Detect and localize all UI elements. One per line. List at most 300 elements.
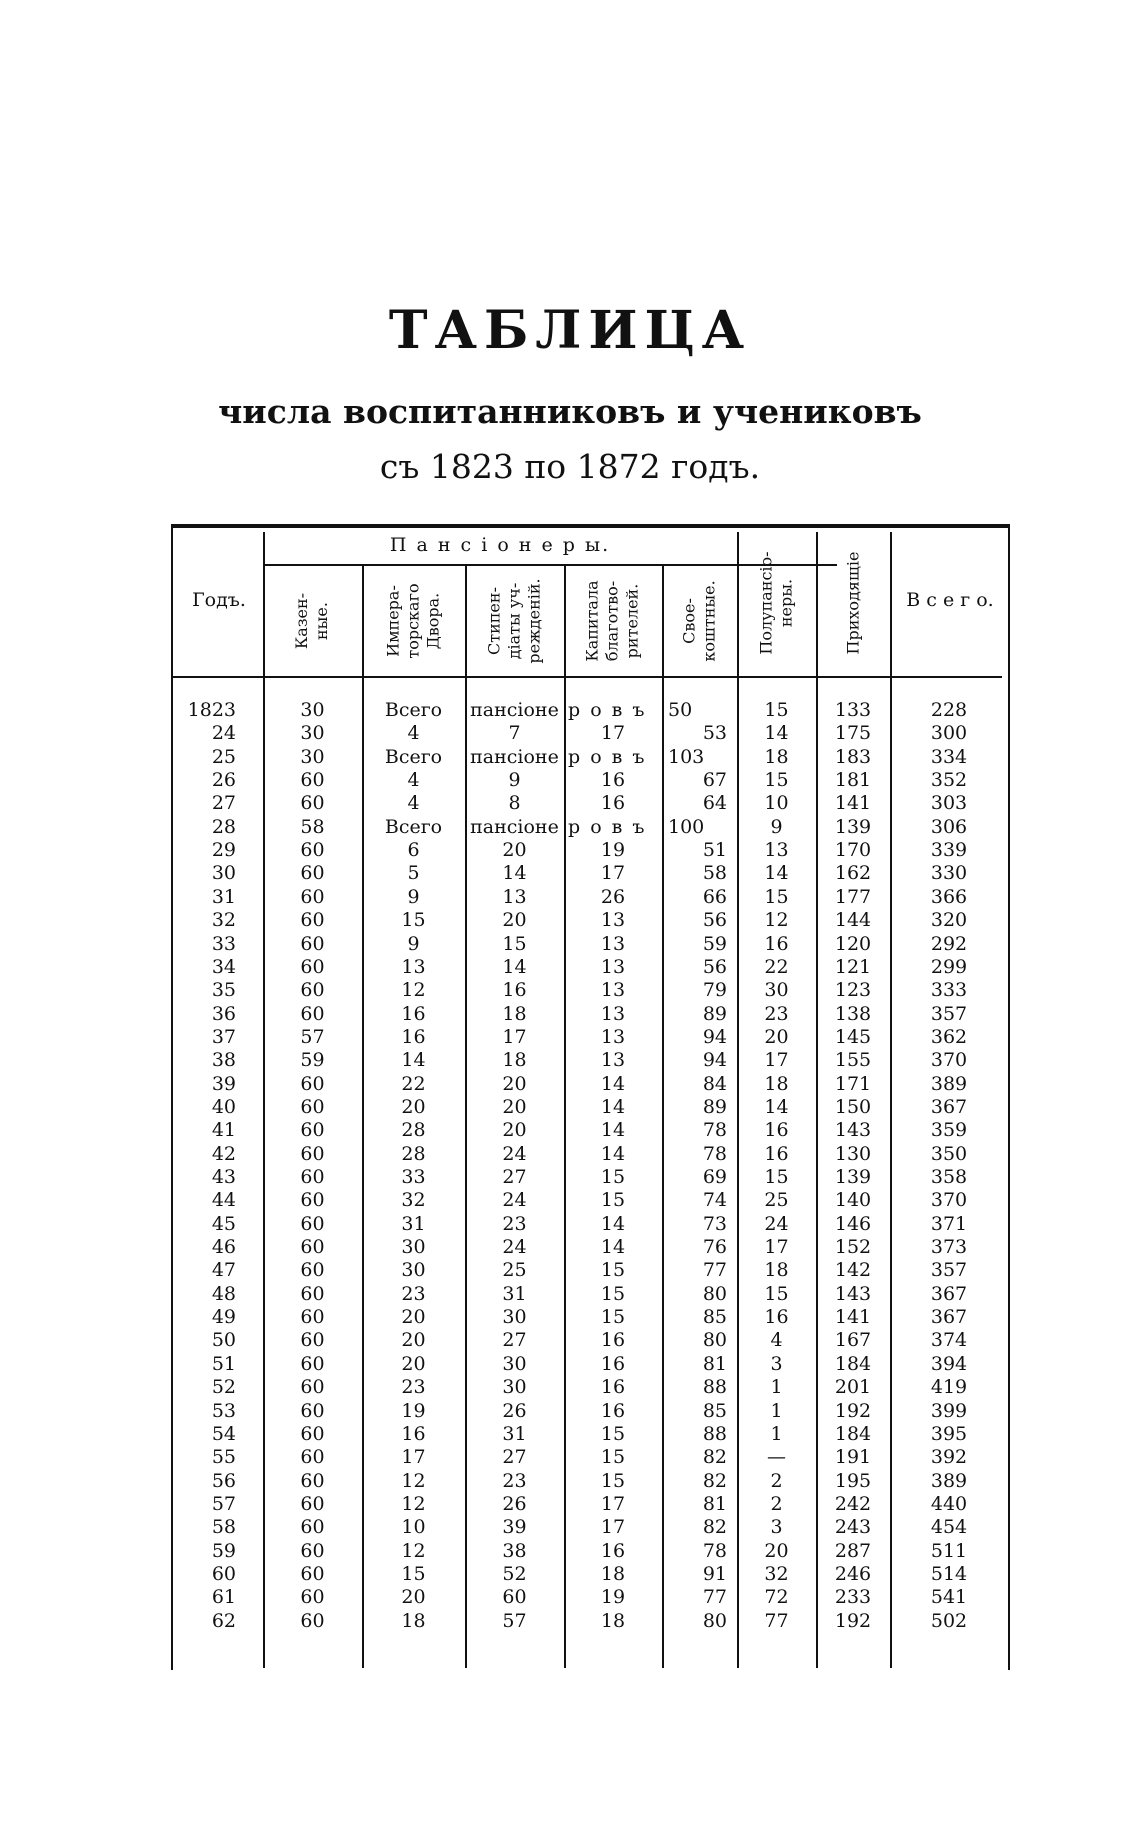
cell-polupansionery: 4	[770, 1329, 783, 1352]
cell-vsego: 367	[930, 1282, 968, 1305]
cell-year: 55	[211, 1446, 236, 1469]
cell-prikhodyashchie: 201	[834, 1376, 872, 1399]
cell-stipendiaty: 60	[502, 1586, 527, 1609]
cell-stipendiaty: 18	[502, 1049, 527, 1072]
cell-span-pansione: пансiоне	[470, 745, 559, 768]
cell-polupansionery: 16	[764, 1306, 789, 1329]
cell-imperatorskago: 16	[401, 1025, 426, 1048]
cell-span-rov: р о в ъ	[568, 745, 647, 768]
cell-prikhodyashchie: 121	[834, 955, 872, 978]
cell-prikhodyashchie: 123	[834, 979, 872, 1002]
cell-imperatorskago: 30	[401, 1259, 426, 1282]
cell-span-vsego: Всего	[384, 815, 443, 838]
cell-stipendiaty: 31	[502, 1422, 527, 1445]
cell-imperatorskago: 30	[401, 1236, 426, 1259]
cell-polupansionery: 16	[764, 1142, 789, 1165]
cell-imperatorskago: 20	[401, 1586, 426, 1609]
page-period: съ 1823 по 1872 годъ.	[379, 447, 761, 486]
cell-vsego: 352	[930, 769, 968, 792]
cell-year: 53	[211, 1399, 236, 1422]
cell-prikhodyashchie: 192	[834, 1399, 872, 1422]
cell-polupansionery: 1	[770, 1399, 783, 1422]
cell-stipendiaty: 30	[502, 1352, 527, 1375]
cell-kazennye: 60	[300, 1586, 325, 1609]
cell-prikhodyashchie: 143	[834, 1119, 872, 1142]
cell-kazennye: 60	[300, 1516, 325, 1539]
cell-kazennye: 60	[300, 1539, 325, 1562]
cell-svoekoshtnye: 69	[702, 1166, 727, 1188]
cell-svoekoshtnye: 50	[668, 699, 693, 721]
cell-svoekoshtnye: 89	[702, 1095, 727, 1118]
cell-prikhodyashchie: 195	[834, 1469, 872, 1492]
cell-year: 47	[211, 1259, 236, 1282]
cell-imperatorskago: 19	[401, 1399, 426, 1422]
cell-polupansionery: 14	[764, 722, 789, 745]
cell-span-vsego: Всего	[384, 745, 443, 768]
cell-kazennye: 60	[300, 1399, 325, 1422]
cell-stipendiaty: 18	[502, 1002, 527, 1025]
cell-span-vsego: Всего	[384, 699, 443, 721]
cell-kazennye: 60	[300, 1119, 325, 1142]
cell-year: 39	[211, 1072, 236, 1095]
cell-vsego: 367	[930, 1306, 968, 1329]
cell-kazennye: 60	[300, 839, 325, 862]
cell-polupansionery: 15	[764, 1282, 789, 1305]
cell-polupansionery: 15	[764, 699, 789, 721]
cell-year: 31	[211, 885, 236, 908]
header-prikhodyashchie: Приходящiе	[843, 551, 863, 655]
cell-prikhodyashchie: 183	[834, 745, 872, 768]
cell-stipendiaty: 23	[502, 1212, 527, 1235]
cell-year: 51	[211, 1352, 236, 1375]
cell-kapitala: 13	[600, 1002, 626, 1025]
cell-stipendiaty: 20	[502, 839, 527, 862]
cell-stipendiaty: 38	[502, 1539, 527, 1562]
cell-svoekoshtnye: 80	[702, 1609, 727, 1632]
cell-year: 57	[211, 1492, 236, 1515]
cell-polupansionery: 24	[764, 1212, 789, 1235]
cell-vsego: 374	[930, 1329, 968, 1352]
cell-vsego: 395	[930, 1422, 968, 1445]
cell-kapitala: 15	[600, 1189, 626, 1212]
cell-year: 35	[211, 979, 236, 1002]
cell-year: 46	[211, 1236, 236, 1259]
cell-svoekoshtnye: 82	[702, 1469, 727, 1492]
cell-kazennye: 60	[300, 1609, 325, 1632]
cell-vsego: 541	[930, 1586, 968, 1609]
cell-svoekoshtnye: 80	[702, 1329, 727, 1352]
cell-imperatorskago: 9	[407, 885, 420, 908]
cell-year: 61	[211, 1586, 236, 1609]
cell-year: 34	[211, 955, 236, 978]
cell-year: 28	[211, 815, 236, 838]
cell-year: 45	[211, 1212, 236, 1235]
cell-kazennye: 60	[300, 1212, 325, 1235]
cell-kapitala: 16	[600, 1539, 626, 1562]
cell-prikhodyashchie: 191	[834, 1446, 872, 1469]
cell-svoekoshtnye: 81	[702, 1492, 727, 1515]
cell-polupansionery: 2	[770, 1469, 783, 1492]
header-svoekoshtnye: Свое- коштные.	[679, 580, 719, 662]
students-table	[171, 524, 1010, 1670]
cell-kapitala: 14	[600, 1095, 626, 1118]
cell-svoekoshtnye: 64	[702, 792, 727, 815]
cell-kapitala: 13	[600, 979, 626, 1002]
cell-kazennye: 60	[300, 885, 325, 908]
cell-prikhodyashchie: 175	[834, 722, 872, 745]
cell-polupansionery: —	[767, 1446, 786, 1469]
cell-svoekoshtnye: 84	[702, 1072, 727, 1095]
cell-svoekoshtnye: 73	[702, 1212, 727, 1235]
cell-vsego: 334	[930, 745, 968, 768]
cell-kapitala: 13	[600, 955, 626, 978]
cell-svoekoshtnye: 85	[702, 1306, 727, 1329]
header-pensioners: П а н с i о н е р ы.	[389, 534, 611, 556]
cell-year: 50	[211, 1329, 236, 1352]
cell-svoekoshtnye: 67	[702, 769, 727, 792]
cell-year: 33	[211, 932, 236, 955]
cell-polupansionery: 15	[764, 1166, 789, 1188]
cell-year: 60	[211, 1562, 236, 1585]
cell-kapitala: 14	[600, 1119, 626, 1142]
cell-svoekoshtnye: 51	[702, 839, 727, 862]
cell-kapitala: 15	[600, 1446, 626, 1469]
cell-year: 30	[211, 862, 236, 885]
cell-year: 38	[211, 1049, 236, 1072]
cell-stipendiaty: 9	[508, 769, 521, 792]
cell-kazennye: 60	[300, 1352, 325, 1375]
cell-prikhodyashchie: 155	[834, 1049, 872, 1072]
cell-stipendiaty: 24	[502, 1142, 527, 1165]
cell-stipendiaty: 20	[502, 1119, 527, 1142]
cell-vsego: 366	[930, 885, 968, 908]
cell-year: 41	[211, 1119, 236, 1142]
cell-kazennye: 60	[300, 955, 325, 978]
cell-stipendiaty: 26	[502, 1492, 527, 1515]
cell-year: 56	[211, 1469, 236, 1492]
cell-polupansionery: 1	[770, 1376, 783, 1399]
cell-span-rov: р о в ъ	[568, 699, 647, 721]
cell-prikhodyashchie: 177	[834, 885, 872, 908]
cell-kapitala: 15	[600, 1306, 626, 1329]
cell-vsego: 370	[930, 1189, 968, 1212]
cell-vsego: 299	[930, 955, 968, 978]
cell-prikhodyashchie: 145	[834, 1025, 872, 1048]
cell-kapitala: 13	[600, 1049, 626, 1072]
header-stipendiaty: Стипен- дiаты уч- режденiй.	[484, 578, 544, 664]
cell-polupansionery: 15	[764, 885, 789, 908]
header-bottom-rule	[171, 676, 1002, 678]
cell-imperatorskago: 6	[407, 839, 420, 862]
cell-kazennye: 60	[300, 1189, 325, 1212]
cell-kazennye: 60	[300, 932, 325, 955]
cell-imperatorskago: 12	[401, 1539, 426, 1562]
cell-prikhodyashchie: 139	[834, 815, 872, 838]
cell-polupansionery: 77	[764, 1609, 789, 1632]
cell-polupansionery: 3	[770, 1516, 783, 1539]
cell-vsego: 419	[930, 1376, 968, 1399]
cell-kazennye: 60	[300, 1446, 325, 1469]
cell-prikhodyashchie: 162	[834, 862, 872, 885]
cell-prikhodyashchie: 184	[834, 1422, 872, 1445]
cell-stipendiaty: 20	[502, 909, 527, 932]
cell-prikhodyashchie: 120	[834, 932, 872, 955]
cell-polupansionery: 12	[764, 909, 789, 932]
cell-year: 43	[211, 1166, 236, 1188]
cell-year: 52	[211, 1376, 236, 1399]
cell-imperatorskago: 13	[401, 955, 426, 978]
cell-prikhodyashchie: 233	[834, 1586, 872, 1609]
cell-year: 37	[211, 1025, 236, 1048]
cell-svoekoshtnye: 76	[702, 1236, 727, 1259]
cell-imperatorskago: 18	[401, 1609, 426, 1632]
cell-polupansionery: 14	[764, 1095, 789, 1118]
cell-stipendiaty: 20	[502, 1072, 527, 1095]
cell-svoekoshtnye: 94	[702, 1049, 727, 1072]
cell-imperatorskago: 5	[407, 862, 420, 885]
cell-prikhodyashchie: 243	[834, 1516, 872, 1539]
cell-year: 42	[211, 1142, 236, 1165]
cell-stipendiaty: 57	[502, 1609, 527, 1632]
cell-kapitala: 19	[600, 839, 626, 862]
cell-kapitala: 26	[600, 885, 626, 908]
cell-imperatorskago: 28	[401, 1119, 426, 1142]
cell-svoekoshtnye: 103	[668, 745, 705, 768]
header-kapitala: Капитала благотво- рителей.	[583, 580, 642, 662]
cell-svoekoshtnye: 77	[702, 1259, 727, 1282]
cell-imperatorskago: 20	[401, 1095, 426, 1118]
cell-imperatorskago: 16	[401, 1422, 426, 1445]
cell-year: 62	[211, 1609, 236, 1632]
cell-kazennye: 60	[300, 1095, 325, 1118]
cell-vsego: 371	[930, 1212, 968, 1235]
cell-svoekoshtnye: 59	[702, 932, 727, 955]
cell-prikhodyashchie: 170	[834, 839, 872, 862]
cell-vsego: 362	[930, 1025, 968, 1048]
cell-svoekoshtnye: 85	[702, 1399, 727, 1422]
cell-polupansionery: 25	[764, 1189, 789, 1212]
cell-kapitala: 17	[600, 722, 626, 745]
cell-kapitala: 13	[600, 932, 626, 955]
cell-span-pansione: пансiоне	[470, 699, 559, 721]
cell-kapitala: 16	[600, 1376, 626, 1399]
cell-kapitala: 17	[600, 1492, 626, 1515]
cell-svoekoshtnye: 89	[702, 1002, 727, 1025]
cell-polupansionery: 9	[770, 815, 783, 838]
cell-kazennye: 30	[300, 722, 325, 745]
cell-kazennye: 60	[300, 1166, 325, 1188]
cell-prikhodyashchie: 133	[834, 699, 872, 721]
cell-svoekoshtnye: 78	[702, 1539, 727, 1562]
cell-kazennye: 60	[300, 909, 325, 932]
cell-vsego: 358	[930, 1166, 968, 1188]
cell-kazennye: 60	[300, 1002, 325, 1025]
cell-year: 24	[211, 722, 236, 745]
cell-stipendiaty: 31	[502, 1282, 527, 1305]
cell-kapitala: 18	[600, 1562, 626, 1585]
cell-vsego: 389	[930, 1072, 968, 1095]
cell-imperatorskago: 12	[401, 1469, 426, 1492]
cell-prikhodyashchie: 139	[834, 1166, 872, 1188]
cell-svoekoshtnye: 100	[668, 815, 705, 838]
cell-kazennye: 60	[300, 979, 325, 1002]
cell-polupansionery: 1	[770, 1422, 783, 1445]
cell-svoekoshtnye: 53	[702, 722, 727, 745]
cell-prikhodyashchie: 192	[834, 1609, 872, 1632]
cell-prikhodyashchie: 141	[834, 792, 872, 815]
cell-kazennye: 60	[300, 1492, 325, 1515]
cell-imperatorskago: 12	[401, 979, 426, 1002]
cell-polupansionery: 32	[764, 1562, 789, 1585]
cell-imperatorskago: 16	[401, 1002, 426, 1025]
cell-prikhodyashchie: 246	[834, 1562, 872, 1585]
cell-year: 26	[211, 769, 236, 792]
cell-kapitala: 16	[600, 1352, 626, 1375]
cell-prikhodyashchie: 171	[834, 1072, 872, 1095]
cell-vsego: 300	[930, 722, 968, 745]
cell-stipendiaty: 27	[502, 1166, 527, 1188]
cell-vsego: 303	[930, 792, 968, 815]
cell-polupansionery: 17	[764, 1049, 789, 1072]
cell-vsego: 373	[930, 1236, 968, 1259]
cell-prikhodyashchie: 144	[834, 909, 872, 932]
table-right-rule	[1008, 524, 1010, 1670]
cell-kazennye: 59	[300, 1049, 325, 1072]
cell-year: 32	[211, 909, 236, 932]
cell-kazennye: 60	[300, 1469, 325, 1492]
cell-kazennye: 30	[300, 745, 325, 768]
cell-prikhodyashchie: 143	[834, 1282, 872, 1305]
cell-imperatorskago: 23	[401, 1282, 426, 1305]
cell-prikhodyashchie: 146	[834, 1212, 872, 1235]
cell-prikhodyashchie: 150	[834, 1095, 872, 1118]
cell-vsego: 394	[930, 1352, 968, 1375]
cell-vsego: 392	[930, 1446, 968, 1469]
cell-stipendiaty: 26	[502, 1399, 527, 1422]
header-kazennye: Казен- ные.	[292, 592, 332, 650]
header-year: Годъ.	[192, 589, 246, 611]
cell-stipendiaty: 17	[502, 1025, 527, 1048]
cell-kazennye: 60	[300, 1282, 325, 1305]
cell-kazennye: 60	[300, 769, 325, 792]
cell-stipendiaty: 27	[502, 1446, 527, 1469]
cell-prikhodyashchie: 167	[834, 1329, 872, 1352]
cell-prikhodyashchie: 142	[834, 1259, 872, 1282]
cell-svoekoshtnye: 94	[702, 1025, 727, 1048]
cell-polupansionery: 16	[764, 1119, 789, 1142]
cell-prikhodyashchie: 130	[834, 1142, 872, 1165]
cell-vsego: 359	[930, 1119, 968, 1142]
cell-stipendiaty: 52	[502, 1562, 527, 1585]
table-top-rule	[171, 524, 1010, 528]
cell-vsego: 502	[930, 1609, 968, 1632]
page-title: ТАБЛИЦА	[388, 300, 752, 361]
cell-imperatorskago: 23	[401, 1376, 426, 1399]
cell-svoekoshtnye: 78	[702, 1142, 727, 1165]
cell-polupansionery: 18	[764, 745, 789, 768]
cell-vsego: 306	[930, 815, 968, 838]
cell-kapitala: 15	[600, 1422, 626, 1445]
cell-vsego: 370	[930, 1049, 968, 1072]
cell-imperatorskago: 20	[401, 1329, 426, 1352]
cell-kapitala: 14	[600, 1212, 626, 1235]
cell-imperatorskago: 31	[401, 1212, 426, 1235]
cell-prikhodyashchie: 138	[834, 1002, 872, 1025]
cell-kazennye: 60	[300, 1259, 325, 1282]
page-subtitle: числа воспитанниковъ и учениковъ	[218, 392, 922, 431]
cell-year: 58	[211, 1516, 236, 1539]
cell-kazennye: 30	[300, 699, 325, 721]
cell-stipendiaty: 30	[502, 1306, 527, 1329]
cell-svoekoshtnye: 66	[702, 885, 727, 908]
cell-year: 36	[211, 1002, 236, 1025]
cell-vsego: 292	[930, 932, 968, 955]
cell-imperatorskago: 20	[401, 1352, 426, 1375]
cell-imperatorskago: 20	[401, 1306, 426, 1329]
cell-imperatorskago: 15	[401, 1562, 426, 1585]
cell-kazennye: 60	[300, 792, 325, 815]
cell-imperatorskago: 28	[401, 1142, 426, 1165]
cell-kapitala: 18	[600, 1609, 626, 1632]
cell-imperatorskago: 33	[401, 1166, 426, 1188]
cell-svoekoshtnye: 56	[702, 909, 727, 932]
cell-vsego: 330	[930, 862, 968, 885]
cell-prikhodyashchie: 141	[834, 1306, 872, 1329]
cell-imperatorskago: 12	[401, 1492, 426, 1515]
cell-vsego: 367	[930, 1095, 968, 1118]
cell-polupansionery: 15	[764, 769, 789, 792]
cell-kazennye: 60	[300, 1376, 325, 1399]
cell-stipendiaty: 14	[502, 862, 527, 885]
cell-span-rov: р о в ъ	[568, 815, 647, 838]
cell-svoekoshtnye: 88	[702, 1422, 727, 1445]
cell-kazennye: 60	[300, 1142, 325, 1165]
cell-vsego: 511	[930, 1539, 968, 1562]
cell-span-pansione: пансiоне	[470, 815, 559, 838]
cell-svoekoshtnye: 91	[702, 1562, 727, 1585]
cell-kapitala: 15	[600, 1469, 626, 1492]
cell-kapitala: 14	[600, 1236, 626, 1259]
cell-svoekoshtnye: 80	[702, 1282, 727, 1305]
cell-vsego: 454	[930, 1516, 968, 1539]
cell-kapitala: 14	[600, 1072, 626, 1095]
cell-stipendiaty: 16	[502, 979, 527, 1002]
cell-imperatorskago: 22	[401, 1072, 426, 1095]
header-vsego: В с е г о.	[906, 589, 994, 611]
cell-prikhodyashchie: 152	[834, 1236, 872, 1259]
cell-year: 29	[211, 839, 236, 862]
cell-kapitala: 16	[600, 1399, 626, 1422]
cell-year: 27	[211, 792, 236, 815]
cell-polupansionery: 13	[764, 839, 789, 862]
cell-polupansionery: 2	[770, 1492, 783, 1515]
cell-kapitala: 17	[600, 1516, 626, 1539]
cell-vsego: 389	[930, 1469, 968, 1492]
cell-stipendiaty: 24	[502, 1236, 527, 1259]
cell-stipendiaty: 15	[502, 932, 527, 955]
cell-year: 59	[211, 1539, 236, 1562]
cell-svoekoshtnye: 58	[702, 862, 727, 885]
cell-stipendiaty: 8	[508, 792, 521, 815]
cell-vsego: 440	[930, 1492, 968, 1515]
cell-kazennye: 58	[300, 815, 325, 838]
cell-year: 25	[211, 745, 236, 768]
cell-svoekoshtnye: 79	[702, 979, 727, 1002]
cell-year: 44	[211, 1189, 236, 1212]
cell-kazennye: 60	[300, 1422, 325, 1445]
cell-svoekoshtnye: 82	[702, 1516, 727, 1539]
cell-kazennye: 60	[300, 862, 325, 885]
